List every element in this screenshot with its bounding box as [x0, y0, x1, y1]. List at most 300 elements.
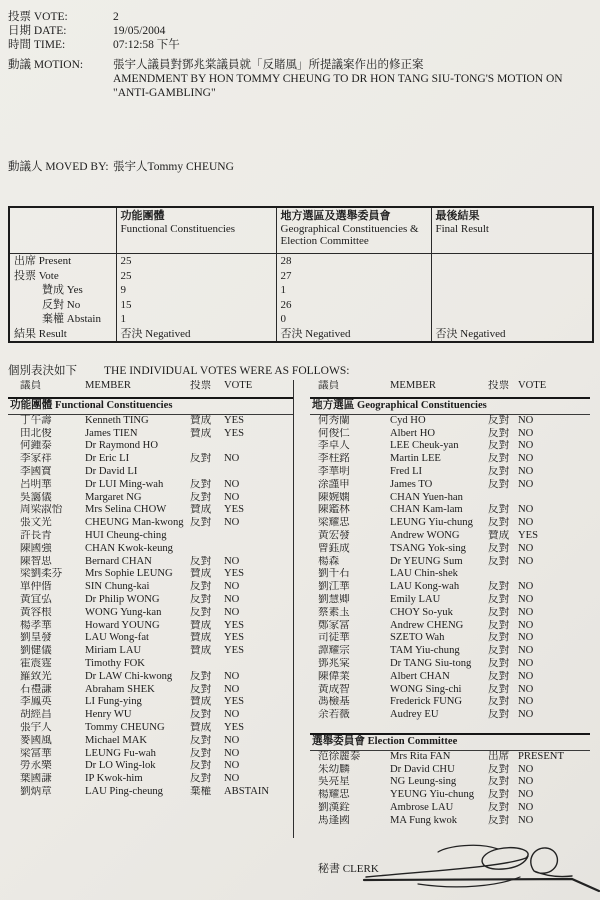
member-vote-zh: 贊成: [190, 645, 212, 657]
summary-gc-value: 0: [276, 312, 431, 327]
info-label: 投票 VOTE:: [8, 11, 68, 23]
member-vote-en: [224, 466, 293, 479]
member-vote-en: NO: [224, 517, 240, 529]
member-name-en: SIN Chung-kai: [85, 581, 150, 593]
member-name-en: Dr Eric LI: [85, 453, 130, 465]
member-name-zh: 胡經昌: [20, 709, 52, 721]
member-vote-row: [310, 684, 592, 697]
member-vote-row: [8, 581, 293, 594]
member-name-zh: 何俊仁: [318, 427, 350, 439]
member-name-en: TSANG Yok-sing: [390, 542, 466, 554]
summary-row: [9, 298, 593, 313]
member-vote-en: YES: [224, 721, 245, 733]
member-name-zh: 李國寶: [20, 465, 52, 477]
clerk-label: 秘書 CLERK: [318, 863, 379, 875]
info-label: 日期 DATE:: [8, 25, 67, 37]
member-name-en: LAU Kong-wah: [390, 581, 460, 593]
member-vote-en: YES: [224, 568, 245, 580]
summary-gc-value: 28: [276, 254, 431, 269]
member-name-en: Frederick FUNG: [390, 696, 463, 708]
info-label: 時間 TIME:: [8, 39, 66, 51]
member-name-zh: 馬逢國: [318, 814, 350, 826]
member-vote-zh: 反對: [488, 801, 510, 813]
member-vote-en: YES: [224, 696, 245, 708]
member-vote-zh: 反對: [190, 683, 212, 695]
summary-row-label: 出席 Present: [14, 255, 72, 267]
member-name-zh: 黃容根: [20, 606, 52, 618]
summary-column-header: [116, 207, 276, 254]
member-vote-zh: 贊成: [190, 568, 212, 580]
vote-en-header: VOTE: [224, 380, 253, 391]
member-vote-zh: 反對: [488, 696, 510, 708]
summary-final-value: [431, 254, 593, 269]
individual-votes-heading: [8, 362, 349, 378]
member-vote-zh: 反對: [488, 606, 510, 618]
member-vote-en: NO: [518, 440, 534, 452]
member-name-en: Dr LUI Ming-wah: [85, 478, 164, 490]
member-vote-row: [310, 789, 592, 802]
member-vote-row: [310, 466, 592, 479]
vote-zh-header: 投票: [488, 380, 510, 391]
member-name-en: NG Leung-sing: [390, 776, 457, 788]
vote-en-header: VOTE: [518, 380, 547, 391]
member-name-en: Howard YOUNG: [85, 619, 160, 631]
member-vote-row: [310, 594, 592, 607]
member-vote-row: [8, 543, 293, 556]
member-vote-zh: 反對: [190, 453, 212, 465]
member-name-zh: 朱幼麟: [318, 763, 350, 775]
member-vote-zh: 反對: [190, 555, 212, 567]
member-vote-row: [8, 696, 293, 709]
member-vote-row: [310, 479, 592, 492]
member-name-en: James TO: [390, 478, 433, 490]
member-vote-zh: 反對: [190, 747, 212, 759]
summary-final-value: [431, 312, 593, 327]
member-name-en: LEE Cheuk-yan: [390, 440, 459, 452]
member-name-en: Bernard CHAN: [85, 555, 152, 567]
member-vote-zh: 反對: [190, 606, 212, 618]
member-name-en: LAU Wong-fat: [85, 632, 149, 644]
member-vote-row: [8, 684, 293, 697]
member-name-zh: 李卓人: [318, 440, 350, 452]
motion-block: [8, 58, 563, 100]
member-name-en: Dr David LI: [85, 465, 138, 477]
member-vote-en: NO: [224, 453, 240, 465]
member-name-zh: 梁耀忠: [318, 517, 350, 529]
member-vote-en: NO: [518, 453, 534, 465]
member-name-en: Emily LAU: [390, 593, 441, 605]
member-name-en: Michael MAK: [85, 734, 148, 746]
member-name-zh: 羅致光: [20, 670, 52, 682]
member-vote-en: [224, 530, 293, 543]
member-vote-row: [8, 530, 293, 543]
member-name-en: Albert CHAN: [390, 670, 450, 682]
member-vote-en: NO: [518, 696, 534, 708]
member-vote-en: NO: [224, 734, 240, 746]
vote-section-title: 選舉委員會 Election Committee: [310, 733, 590, 751]
summary-header-row: [9, 207, 593, 254]
member-vote-en: YES: [224, 427, 245, 439]
member-name-en: CHAN Kwok-keung: [85, 542, 173, 554]
member-name-zh: 楊耀忠: [318, 789, 350, 801]
member-vote-zh: 反對: [488, 776, 510, 788]
member-vote-zh: 反對: [488, 619, 510, 631]
member-name-zh: 范徐麗泰: [318, 750, 361, 762]
member-vote-zh: [190, 530, 224, 543]
member-vote-row: [8, 607, 293, 620]
member-name-zh: 何鍾泰: [20, 440, 52, 452]
member-vote-row: [310, 453, 592, 466]
member-name-en: Martin LEE: [390, 453, 441, 465]
member-vote-en: YES: [224, 645, 245, 657]
motion-label: 動議 MOTION:: [8, 59, 84, 71]
member-name-en: Albert HO: [390, 427, 436, 439]
member-vote-en: NO: [518, 517, 534, 529]
member-name-zh: 涂謹申: [318, 478, 350, 490]
member-vote-zh: 反對: [488, 683, 510, 695]
member-name-en: LEUNG Yiu-chung: [390, 517, 473, 529]
member-vote-en: NO: [224, 709, 240, 721]
moved-by-block: [8, 158, 234, 174]
member-name-en: Andrew WONG: [390, 529, 460, 541]
member-vote-zh: 反對: [488, 814, 510, 826]
member-name-en: SZETO Wah: [390, 632, 445, 644]
member-name-zh: 劉江華: [318, 581, 350, 593]
member-name-zh: 楊森: [318, 555, 340, 567]
member-vote-zh: 反對: [488, 670, 510, 682]
member-vote-row: [8, 428, 293, 441]
member-vote-en: YES: [224, 632, 245, 644]
member-name-zh: 周梁淑怡: [20, 504, 63, 516]
member-vote-en: NO: [224, 491, 240, 503]
info-value: 19/05/2004: [113, 25, 166, 37]
vote-info-block: [8, 10, 180, 52]
member-vote-row: [8, 735, 293, 748]
member-name-en: Andrew CHENG: [390, 619, 464, 631]
member-vote-row: [310, 632, 592, 645]
member-name-zh: 陳國強: [20, 542, 52, 554]
member-vote-en: NO: [518, 465, 534, 477]
member-name-en: WONG Sing-chi: [390, 683, 462, 695]
summary-column-header: [276, 207, 431, 254]
member-vote-en: [224, 543, 293, 556]
member-vote-zh: 反對: [488, 581, 510, 593]
summary-final-value: [431, 269, 593, 284]
summary-final-value: [431, 283, 593, 298]
member-vote-row: [310, 504, 592, 517]
member-name-en: Dr TANG Siu-tong: [390, 657, 472, 669]
member-vote-zh: 贊成: [190, 632, 212, 644]
member-vote-zh: 反對: [190, 478, 212, 490]
member-vote-en: YES: [224, 619, 245, 631]
motion-text: [113, 58, 563, 100]
member-vote-row: [310, 440, 592, 453]
summary-row: [9, 254, 593, 269]
member-vote-zh: 反對: [488, 542, 510, 554]
vote-section-title: 功能團體 Functional Constituencies: [8, 397, 293, 415]
member-vote-en: NO: [224, 478, 240, 490]
member-name-zh: 馮檢基: [318, 696, 350, 708]
summary-row-label: 棄權 Abstain: [42, 313, 101, 325]
summary-final-value: [431, 298, 593, 313]
member-vote-en: NO: [518, 789, 534, 801]
member-vote-zh: 贊成: [190, 619, 212, 631]
summary-row: [9, 327, 593, 343]
member-vote-en: NO: [518, 709, 534, 721]
member-vote-row: [310, 607, 592, 620]
member-name-en: Cyd HO: [390, 414, 426, 426]
member-name-en: Mrs Rita FAN: [390, 750, 451, 762]
member-vote-en: NO: [224, 606, 240, 618]
member-vote-row: [8, 504, 293, 517]
individual-votes-tables: [8, 380, 592, 838]
member-name-zh: 劉漢銓: [318, 801, 350, 813]
member-vote-zh: 贊成: [190, 427, 212, 439]
member-name-zh: 黃宜弘: [20, 593, 52, 605]
member-name-zh: 梁劉柔芬: [20, 568, 63, 580]
member-name-en: Miriam LAU: [85, 645, 142, 657]
member-vote-en: NO: [224, 760, 240, 772]
member-vote-en: [518, 492, 592, 505]
member-vote-zh: 反對: [190, 517, 212, 529]
member-vote-row: [310, 709, 592, 722]
clerk-signature-block: [318, 860, 379, 876]
member-name-en: Dr LO Wing-lok: [85, 760, 156, 772]
member-name-en: LAU Ping-cheung: [85, 785, 163, 797]
member-name-zh: 陳智思: [20, 555, 52, 567]
member-name-en: Tommy CHEUNG: [85, 721, 165, 733]
summary-row: [9, 312, 593, 327]
member-name-en: TAM Yiu-chung: [390, 645, 460, 657]
member-vote-en: NO: [518, 763, 534, 775]
member-vote-zh: 反對: [190, 491, 212, 503]
member-name-zh: 張宇人: [20, 721, 52, 733]
member-vote-row: [310, 751, 592, 764]
member-name-en: Dr David CHU: [390, 763, 455, 775]
member-vote-zh: 棄權: [190, 785, 212, 797]
member-vote-en: NO: [518, 801, 534, 813]
moved-by-value: 張宇人Tommy CHEUNG: [113, 161, 234, 173]
member-vote-row: [310, 556, 592, 569]
member-name-en: CHEUNG Man-kwong: [85, 517, 184, 529]
member-vote-row: [310, 764, 592, 777]
member-vote-row: [8, 620, 293, 633]
member-vote-zh: 贊成: [190, 414, 212, 426]
summary-fc-value: 1: [116, 312, 276, 327]
member-vote-zh: 反對: [488, 593, 510, 605]
member-name-zh: 曾鈺成: [318, 542, 350, 554]
summary-row: [9, 269, 593, 284]
member-name-en: Abraham SHEK: [85, 683, 155, 695]
member-zh-header: 議員: [20, 380, 42, 391]
summary-column-header-zh: 地方選區及選舉委員會: [280, 210, 391, 222]
summary-gc-value: 26: [276, 298, 431, 313]
member-vote-en: NO: [518, 683, 534, 695]
member-vote-zh: 反對: [488, 517, 510, 529]
member-vote-zh: 反對: [488, 632, 510, 644]
member-name-en: Ambrose LAU: [390, 801, 454, 813]
member-vote-row: [310, 776, 592, 789]
member-name-zh: 吳亮星: [318, 776, 350, 788]
member-vote-row: [8, 760, 293, 773]
member-name-zh: 麥國風: [20, 734, 52, 746]
member-vote-en: YES: [224, 414, 245, 426]
member-vote-zh: 反對: [190, 773, 212, 785]
member-name-zh: 吳靄儀: [20, 491, 52, 503]
member-vote-row: [310, 696, 592, 709]
member-name-en: HUI Cheung-ching: [85, 529, 167, 541]
member-name-en: CHAN Kam-lam: [390, 504, 463, 516]
member-vote-row: [310, 428, 592, 441]
member-name-zh: 楊孝華: [20, 619, 52, 631]
member-vote-zh: 反對: [488, 555, 510, 567]
member-vote-en: [224, 440, 293, 453]
vote-section: [310, 733, 592, 828]
member-name-en: Dr LAW Chi-kwong: [85, 670, 173, 682]
motion-line: "ANTI-GAMBLING": [113, 87, 216, 99]
member-vote-row: [310, 802, 592, 815]
member-vote-row: [8, 594, 293, 607]
member-vote-en: NO: [224, 670, 240, 682]
member-vote-zh: 反對: [190, 593, 212, 605]
summary-gc-value: 否決 Negatived: [276, 327, 431, 343]
clerk-signature-icon: [358, 838, 600, 896]
summary-column-header-zh: 功能團體: [120, 210, 165, 222]
summary-row-label: 投票 Vote: [14, 269, 59, 282]
member-vote-en: PRESENT: [518, 750, 564, 762]
table-divider: [293, 380, 294, 838]
info-row: [8, 24, 180, 38]
geographical-election-committee-table: [310, 380, 592, 838]
member-vote-row: [8, 632, 293, 645]
member-name-zh: 丁午壽: [20, 414, 52, 426]
member-vote-zh: 反對: [488, 504, 510, 516]
member-name-zh: 譚耀宗: [318, 645, 350, 657]
member-vote-en: NO: [224, 555, 240, 567]
member-vote-zh: [190, 466, 224, 479]
member-name-zh: 劉炳章: [20, 785, 52, 797]
summary-column-header-en: Geographical Constituencies & Election Committee: [280, 222, 419, 247]
vote-section: [310, 397, 592, 722]
member-vote-en: NO: [518, 814, 534, 826]
member-en-header: MEMBER: [390, 380, 436, 391]
member-vote-en: NO: [518, 593, 534, 605]
member-name-zh: 鄧兆棠: [318, 657, 350, 669]
summary-column-header-en: Functional Constituencies: [120, 222, 236, 235]
member-vote-row: [310, 415, 592, 428]
member-name-en: Dr Raymond HO: [85, 440, 158, 452]
member-vote-zh: 反對: [488, 709, 510, 721]
member-name-zh: 陳婉嫻: [318, 491, 350, 503]
member-name-zh: 霍震霆: [20, 657, 52, 669]
member-name-en: Timothy FOK: [85, 657, 145, 669]
member-vote-zh: [488, 492, 518, 505]
member-vote-en: NO: [518, 504, 534, 516]
member-name-zh: 勞永樂: [20, 760, 52, 772]
member-vote-en: NO: [224, 773, 240, 785]
member-vote-en: NO: [518, 645, 534, 657]
member-name-zh: 黃成智: [318, 683, 350, 695]
member-name-zh: 李家祥: [20, 453, 52, 465]
member-vote-en: NO: [518, 632, 534, 644]
member-vote-row: [8, 517, 293, 530]
member-en-header: MEMBER: [85, 380, 131, 391]
member-name-zh: 李柱銘: [318, 453, 350, 465]
member-vote-row: [8, 479, 293, 492]
summary-final-value: 否決 Negatived: [431, 327, 593, 343]
member-vote-zh: 反對: [488, 763, 510, 775]
member-name-en: Audrey EU: [390, 709, 439, 721]
info-row: [8, 10, 180, 24]
member-name-zh: 單仲偕: [20, 581, 52, 593]
member-name-zh: 鄭家富: [318, 619, 350, 631]
member-vote-zh: 反對: [190, 734, 212, 746]
member-vote-en: NO: [518, 478, 534, 490]
summary-column-header-en: Final Result: [435, 222, 489, 235]
member-vote-row: [310, 645, 592, 658]
member-vote-row: [8, 415, 293, 428]
summary-row-label: 結果 Result: [14, 327, 67, 340]
member-zh-header: 議員: [318, 380, 340, 391]
member-vote-zh: 出席: [488, 750, 510, 762]
member-vote-row: [310, 492, 592, 505]
member-name-zh: 黃宏發: [318, 529, 350, 541]
info-value: 2: [113, 11, 119, 23]
functional-constituencies-table: [8, 380, 293, 838]
member-vote-zh: 反對: [488, 789, 510, 801]
summary-fc-value: 25: [116, 254, 276, 269]
member-vote-en: NO: [518, 776, 534, 788]
member-vote-zh: 贊成: [190, 696, 212, 708]
summary-table: [8, 206, 594, 343]
member-vote-en: NO: [518, 619, 534, 631]
member-vote-row: [8, 722, 293, 735]
summary-fc-value: 9: [116, 283, 276, 298]
member-vote-row: [310, 517, 592, 530]
member-vote-en: NO: [224, 747, 240, 759]
member-name-zh: 梁富華: [20, 747, 52, 759]
member-vote-row: [310, 671, 592, 684]
member-vote-zh: 反對: [488, 645, 510, 657]
member-name-en: CHOY So-yuk: [390, 606, 453, 618]
member-vote-row: [8, 748, 293, 761]
member-vote-zh: 反對: [190, 581, 212, 593]
member-name-zh: 張文光: [20, 517, 52, 529]
member-vote-row: [8, 556, 293, 569]
vote-section: [8, 397, 293, 799]
member-vote-zh: 反對: [488, 465, 510, 477]
member-vote-row: [310, 581, 592, 594]
member-name-zh: 石禮謙: [20, 683, 52, 695]
member-vote-zh: 反對: [190, 760, 212, 772]
summary-gc-value: 1: [276, 283, 431, 298]
summary-fc-value: 15: [116, 298, 276, 313]
summary-fc-value: 否決 Negatived: [116, 327, 276, 343]
member-vote-zh: 反對: [190, 670, 212, 682]
member-name-en: Kenneth TING: [85, 414, 149, 426]
member-vote-en: NO: [518, 414, 534, 426]
member-vote-row: [8, 492, 293, 505]
member-vote-en: NO: [518, 555, 534, 567]
vote-table-header-row: [310, 380, 592, 397]
member-name-en: Mrs Selina CHOW: [85, 504, 167, 516]
member-name-zh: 呂明華: [20, 478, 52, 490]
member-vote-row: [8, 786, 293, 799]
member-vote-row: [8, 671, 293, 684]
member-name-zh: 許長青: [20, 529, 52, 541]
member-vote-row: [8, 440, 293, 453]
member-name-zh: 司徒華: [318, 632, 350, 644]
